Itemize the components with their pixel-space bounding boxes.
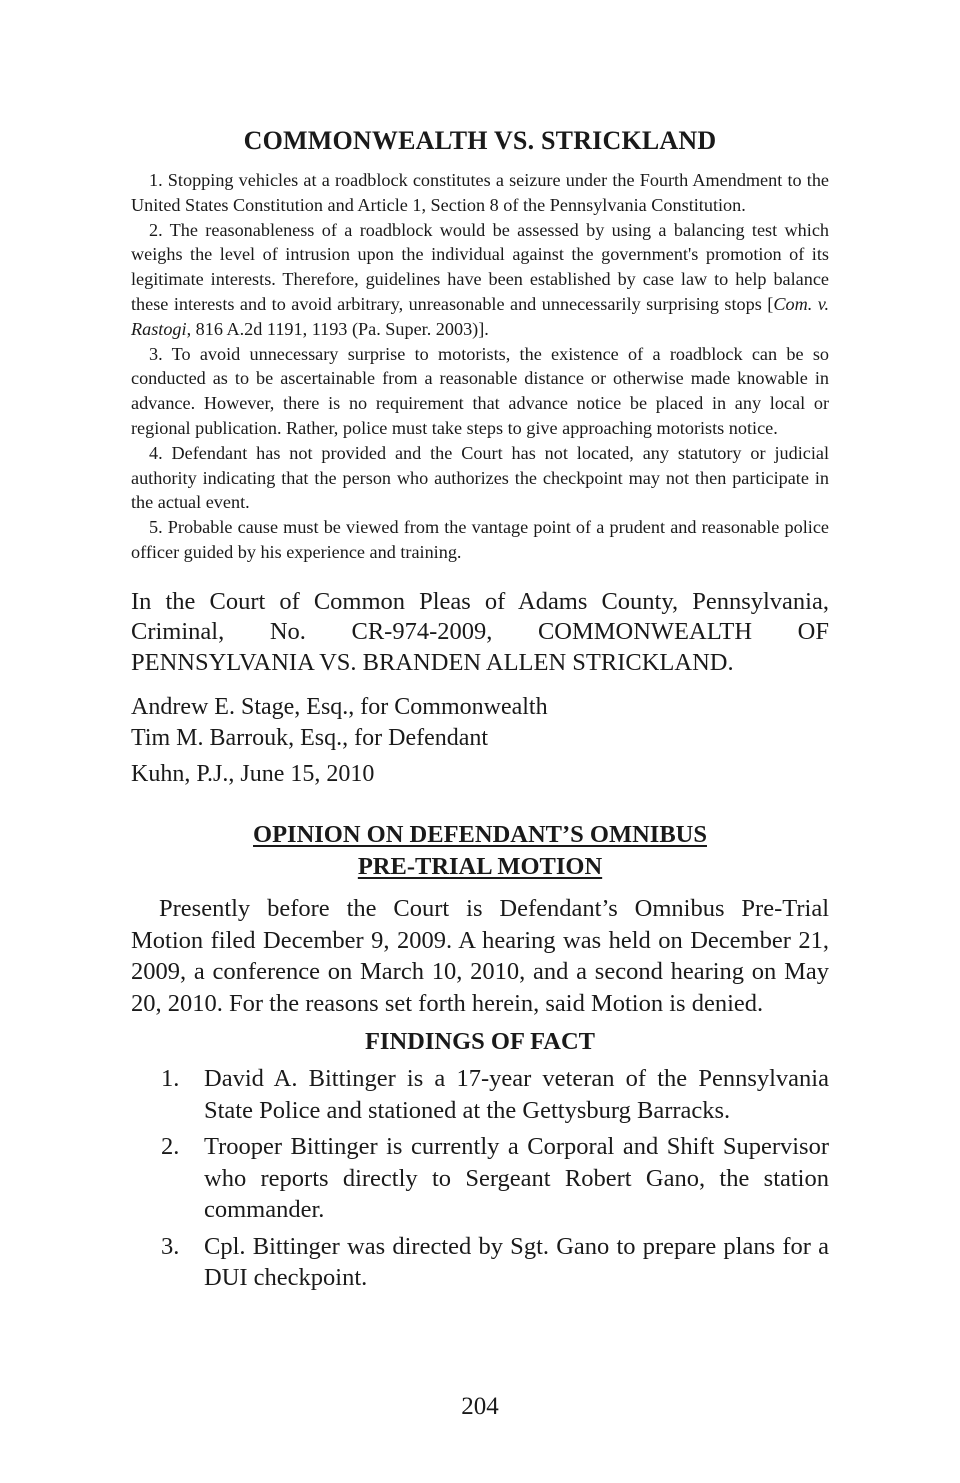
running-title: COMMONWEALTH VS. STRICKLAND bbox=[243, 126, 717, 155]
document-page bbox=[131, 126, 829, 1299]
finding-text: Trooper Bittinger is currently a Corporal and Shift Supervisor who reports directly to Sergeant Robert Gano, the station commander. bbox=[204, 1133, 829, 1224]
headnote-2-citation: Com. v. Rastogi bbox=[131, 293, 829, 339]
headnote-1: 1. Stopping vehicles at a roadblock constitutes a seizure under the Fourth Amendment to the United States Constitution and Article 1, Section 8 of the Pennsylvania Constitution. bbox=[131, 170, 829, 215]
page-number: 204 bbox=[461, 1393, 499, 1420]
finding-number: 2. bbox=[161, 1133, 180, 1161]
opinion-heading-line-2: PRE-TRIAL MOTION bbox=[357, 853, 603, 881]
finding-item bbox=[131, 1231, 829, 1294]
headnote-4: 4. Defendant has not provided and the Court has not located, any statutory or judicial authority indicating that the person who authorizes the checkpoint may not then participate in the actual event. bbox=[131, 442, 829, 513]
finding-number: 3. bbox=[161, 1232, 180, 1260]
findings-heading: FINDINGS OF FACT bbox=[364, 1028, 596, 1056]
headnote-5: 5. Probable cause must be viewed from the vantage point of a prudent and reasonable police officer guided by his experience and training. bbox=[131, 517, 829, 562]
finding-item bbox=[131, 1063, 829, 1126]
headnote-3: 3. To avoid unnecessary surprise to motorists, the existence of a roadblock can be so conducted as to be ascertainable from a reasonable distance or otherwise made knowable in advance. However, there is no requirement that advance notice be placed in any local or regional publication. Rather, police must take steps to give approaching motorists notice. bbox=[131, 343, 829, 438]
finding-item bbox=[131, 1131, 829, 1226]
judge-line: Kuhn, P.J., June 15, 2010 bbox=[131, 761, 375, 788]
intro-paragraph: Presently before the Court is Defendant’s Omnibus Pre-Trial Motion filed December 9, 2009. A hearing was held on December 21, 2009, a conference on March 10, 2010, and a second hearing on May 20, 2010. For the reasons set forth herein, said Motion is denied. bbox=[131, 895, 829, 1017]
counsel-commonwealth: Andrew E. Stage, Esq., for Commonwealth bbox=[131, 694, 548, 721]
headnote-2 bbox=[131, 218, 829, 342]
case-caption: In the Court of Common Pleas of Adams County, Pennsylvania, Criminal, No. CR-974-2009, COMMONWEALTH OF PENNSYLVANIA VS. BRANDEN ALLEN STRICKLAND. bbox=[131, 587, 829, 676]
finding-text: David A. Bittinger is a 17-year veteran of the Pennsylvania State Police and stationed at the Gettysburg Barracks. bbox=[204, 1065, 829, 1124]
headnotes bbox=[131, 168, 829, 565]
headnote-2-text-before: 2. The reasonableness of a roadblock would be assessed by using a balancing test which weighs the level of intrusion upon the individual against the government's promotion of its legitimate interests. Therefore, guidelines have been established by case law to help balance these interests and to avoid arbitrary, unreasonable and unnecessarily surprising stops [ bbox=[131, 219, 829, 314]
opinion-heading-line-1: OPINION ON DEFENDANT’S OMNIBUS bbox=[253, 821, 707, 849]
opinion-heading bbox=[131, 819, 829, 883]
counsel-block bbox=[131, 692, 829, 753]
headnote-2-text-after: , 816 A.2d 1191, 1193 (Pa. Super. 2003)]. bbox=[186, 318, 489, 339]
finding-number: 1. bbox=[161, 1065, 180, 1093]
finding-text: Cpl. Bittinger was directed by Sgt. Gano to prepare plans for a DUI checkpoint. bbox=[204, 1232, 829, 1292]
findings-list bbox=[131, 1063, 829, 1294]
counsel-defendant: Tim M. Barrouk, Esq., for Defendant bbox=[131, 724, 489, 751]
